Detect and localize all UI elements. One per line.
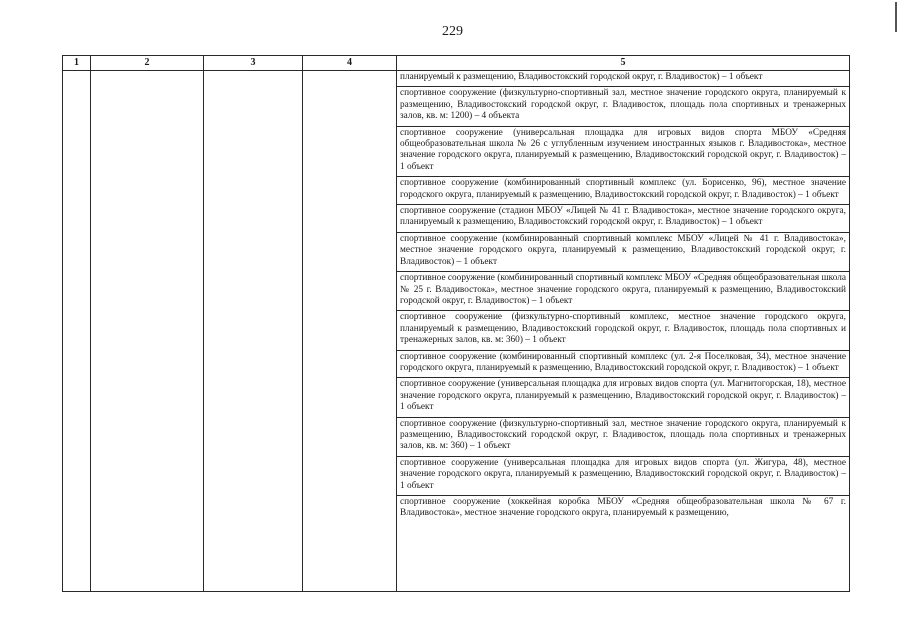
list-item: спортивное сооружение (комбинированный спортивный комплекс (ул. Борисенко, 96), местное значение городского округа, планируемый к размещению, Владивостокский городской округ, г. Владивосток) – 1 объект — [397, 177, 849, 205]
entries-list — [397, 71, 849, 591]
list-item: спортивное сооружение (комбинированный спортивный комплекс МБОУ «Лицей № 41 г. Владивостока», местное значение городского округа, планируемый к размещению, Владивостокский городской округ, г. Владивосток) – 1 объект — [397, 233, 849, 272]
column-header-2: 2 — [91, 56, 204, 71]
cell-col-2 — [91, 71, 204, 592]
document-table — [62, 55, 850, 592]
column-header-3: 3 — [204, 56, 303, 71]
table-row — [63, 71, 850, 592]
list-item: спортивное сооружение (комбинированный спортивный комплекс МБОУ «Средняя общеобразовательная школа № 25 г. Владивостока», местное значение городского округа, планируемый к размещению, Владивостокский городской округ, г. Владивосток) – 1 объект — [397, 272, 849, 311]
list-item: спортивное сооружение (хоккейная коробка МБОУ «Средняя общеобразовательная школа № 67 г. Владивостока», местное значение городского округа, планируемый к размещению, — [400, 497, 846, 519]
list-item: спортивное сооружение (универсальная площадка для игровых видов спорта (ул. Жигура, 48), местное значение городского округа, планируемый к размещению, Владивостокский городской округ, г. Владивосток) – 1 объект — [397, 457, 849, 496]
page-number: 229 — [442, 24, 463, 39]
cell-col-1 — [63, 71, 91, 592]
column-header-5: 5 — [397, 56, 850, 71]
list-item: спортивное сооружение (универсальная площадка для игровых видов спорта (ул. Магнитогорская, 18), местное значение городского округа, планируемый к размещению, Владивостокский городской округ, г. Владивосток) – 1 объект — [397, 378, 849, 417]
list-item: спортивное сооружение (стадион МБОУ «Лицей № 41 г. Владивостока», местное значение городского округа, планируемый к размещению, Владивостокский городской округ, г. Владивосток) – 1 объект — [397, 205, 849, 233]
list-item: спортивное сооружение (физкультурно-спортивный зал, местное значение городского округа, планируемый к размещению, Владивостокский городской округ, г. Владивосток, площадь пола спортивных и тренажерных залов, кв. м: 360) – 1 объект — [397, 418, 849, 457]
scan-edge-mark — [895, 2, 897, 32]
cell-col-5 — [397, 71, 850, 592]
list-item: спортивное сооружение (физкультурно-спортивный комплекс, местное значение городского округа, планируемый к размещению, Владивостокский городской округ, г. Владивосток, площадь пола спортивных и тренажерных залов, кв. м: 360) – 1 объект — [397, 311, 849, 350]
list-item: спортивное сооружение (комбинированный спортивный комплекс (ул. 2-я Поселковая, 34), местное значение городского округа, планируемый к размещению, Владивостокский городской округ, г. Владивосток) – 1 объект — [397, 351, 849, 379]
cell-col-4 — [303, 71, 397, 592]
table-header-row — [63, 56, 850, 71]
list-item: планируемый к размещению, Владивостокский городской округ, г. Владивосток) – 1 объект — [397, 71, 849, 87]
column-header-4: 4 — [303, 56, 397, 71]
list-item: спортивное сооружение (физкультурно-спортивный зал, местное значение городского округа, планируемый к размещению, Владивостокский городской округ, г. Владивосток, площадь пола спортивных и тренажерных залов, кв. м: 1200) – 4 объекта — [397, 87, 849, 126]
list-item: спортивное сооружение (универсальная площадка для игровых видов спорта МБОУ «Средняя общеобразовательная школа № 26 с углубленным изучением иностранных языков г. Владивостока», местное значение городского округа, планируемый к размещению, Владивостокский городской округ, г. Владивосток) – 1 объект — [397, 127, 849, 178]
column-header-1: 1 — [63, 56, 91, 71]
cell-col-3 — [204, 71, 303, 592]
